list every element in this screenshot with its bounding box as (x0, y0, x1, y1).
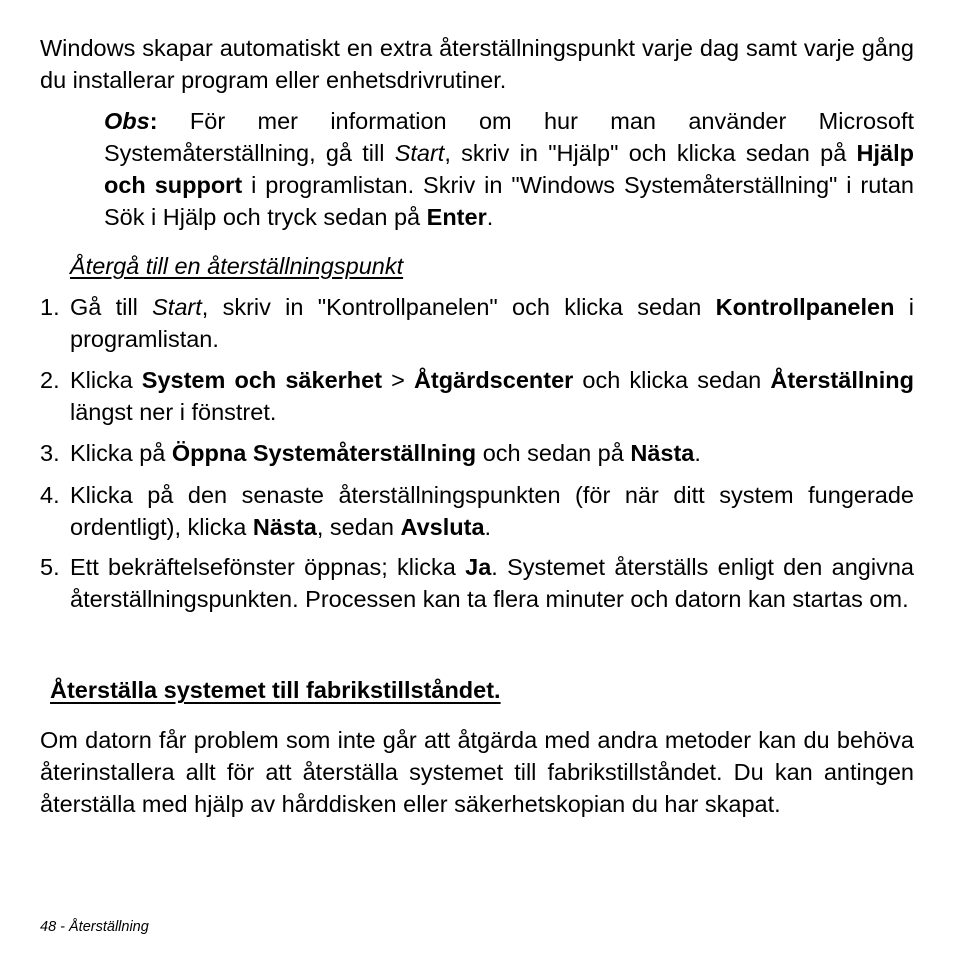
note-label: Obs (104, 108, 150, 134)
subheading: Återgå till en återställningspunkt (70, 253, 404, 279)
step-text (70, 551, 914, 615)
step-text-part: Klicka (70, 367, 142, 393)
step-1 (40, 291, 914, 355)
step-bold-term: Öppna Systemåterställning (171, 440, 477, 466)
step-text-part: . Systemet återställs enligt den angivna återställningspunkten. Processen kan ta flera minuter och datorn kan startas om. (70, 554, 914, 612)
step-text (70, 364, 914, 428)
page-footer: 48 - Återställning (40, 919, 149, 935)
note-text-3: i programlistan. Skriv in "Windows Systemåterställning" i rutan Sök i Hjälp och tryck sedan på (104, 172, 914, 230)
step-bold-term: Avsluta (400, 514, 485, 540)
step-number: 3. (40, 440, 60, 466)
section-title: Återställa systemet till fabrikstillståndet. (50, 677, 501, 703)
step-number: 2. (40, 367, 60, 393)
step-bold-term: Nästa (630, 440, 695, 466)
step-5 (40, 551, 914, 615)
step-text (70, 437, 914, 469)
step-text-part: Gå till (70, 294, 153, 320)
step-bold-term: Nästa (252, 514, 317, 540)
step-text (70, 479, 914, 543)
step-number: 5. (40, 554, 60, 580)
step-bold-term: Kontrollpanelen (715, 294, 895, 320)
note-paragraph (104, 105, 914, 233)
note-text-2: , skriv in "Hjälp" och klicka sedan på (444, 140, 857, 166)
step-text-part: i programlistan. (70, 294, 914, 352)
step-text-part: Ett bekräftelsefönster öppnas; klicka (70, 554, 466, 580)
section-body: Om datorn får problem som inte går att åtgärda med andra metoder kan du behöva återinstallera allt för att återställa systemet till fabrikstillståndet. Du kan antingen återställa med hjälp av hårddisken eller säkerhetskopian du har skapat. (40, 727, 914, 817)
intro-paragraph: Windows skapar automatiskt en extra återställningspunkt varje dag samt varje gång du installerar program eller enhetsdrivrutiner. (40, 35, 914, 93)
step-text-part: Klicka på (70, 440, 172, 466)
step-3 (40, 437, 914, 469)
step-number: 4. (40, 482, 60, 508)
step-2 (40, 364, 914, 428)
step-text-part: längst ner i fönstret. (70, 399, 277, 425)
step-4 (40, 479, 914, 543)
step-text-part: . (694, 440, 701, 466)
note-text-4: . (486, 204, 494, 230)
step-text-part: och sedan på (476, 440, 631, 466)
note-text-1: För mer information om hur man använder Microsoft Systemåterställning, gå till (104, 108, 914, 166)
step-bold-term: System och säkerhet (141, 367, 383, 393)
step-bold-term: Återställning (770, 367, 914, 393)
step-text (70, 291, 914, 355)
note-enter: Enter (426, 204, 487, 230)
note-colon: : (149, 108, 158, 134)
step-text-part: , skriv in "Kontrollpanelen" och klicka sedan (201, 294, 716, 320)
step-start-ref: Start (152, 294, 202, 320)
step-text-part: Klicka på den senaste återställningspunkten (för när ditt system fungerade ordentligt), klicka (70, 482, 914, 540)
step-text-part: > (382, 367, 414, 393)
step-number: 1. (40, 294, 60, 320)
step-text-part: och klicka sedan (573, 367, 771, 393)
step-text-part: . (484, 514, 492, 540)
note-start: Start (394, 140, 445, 166)
step-bold-term: Ja (465, 554, 492, 580)
step-text-part: , sedan (316, 514, 401, 540)
note-help-support: Hjälp och support (104, 140, 914, 198)
step-bold-term: Åtgärdscenter (413, 367, 574, 393)
